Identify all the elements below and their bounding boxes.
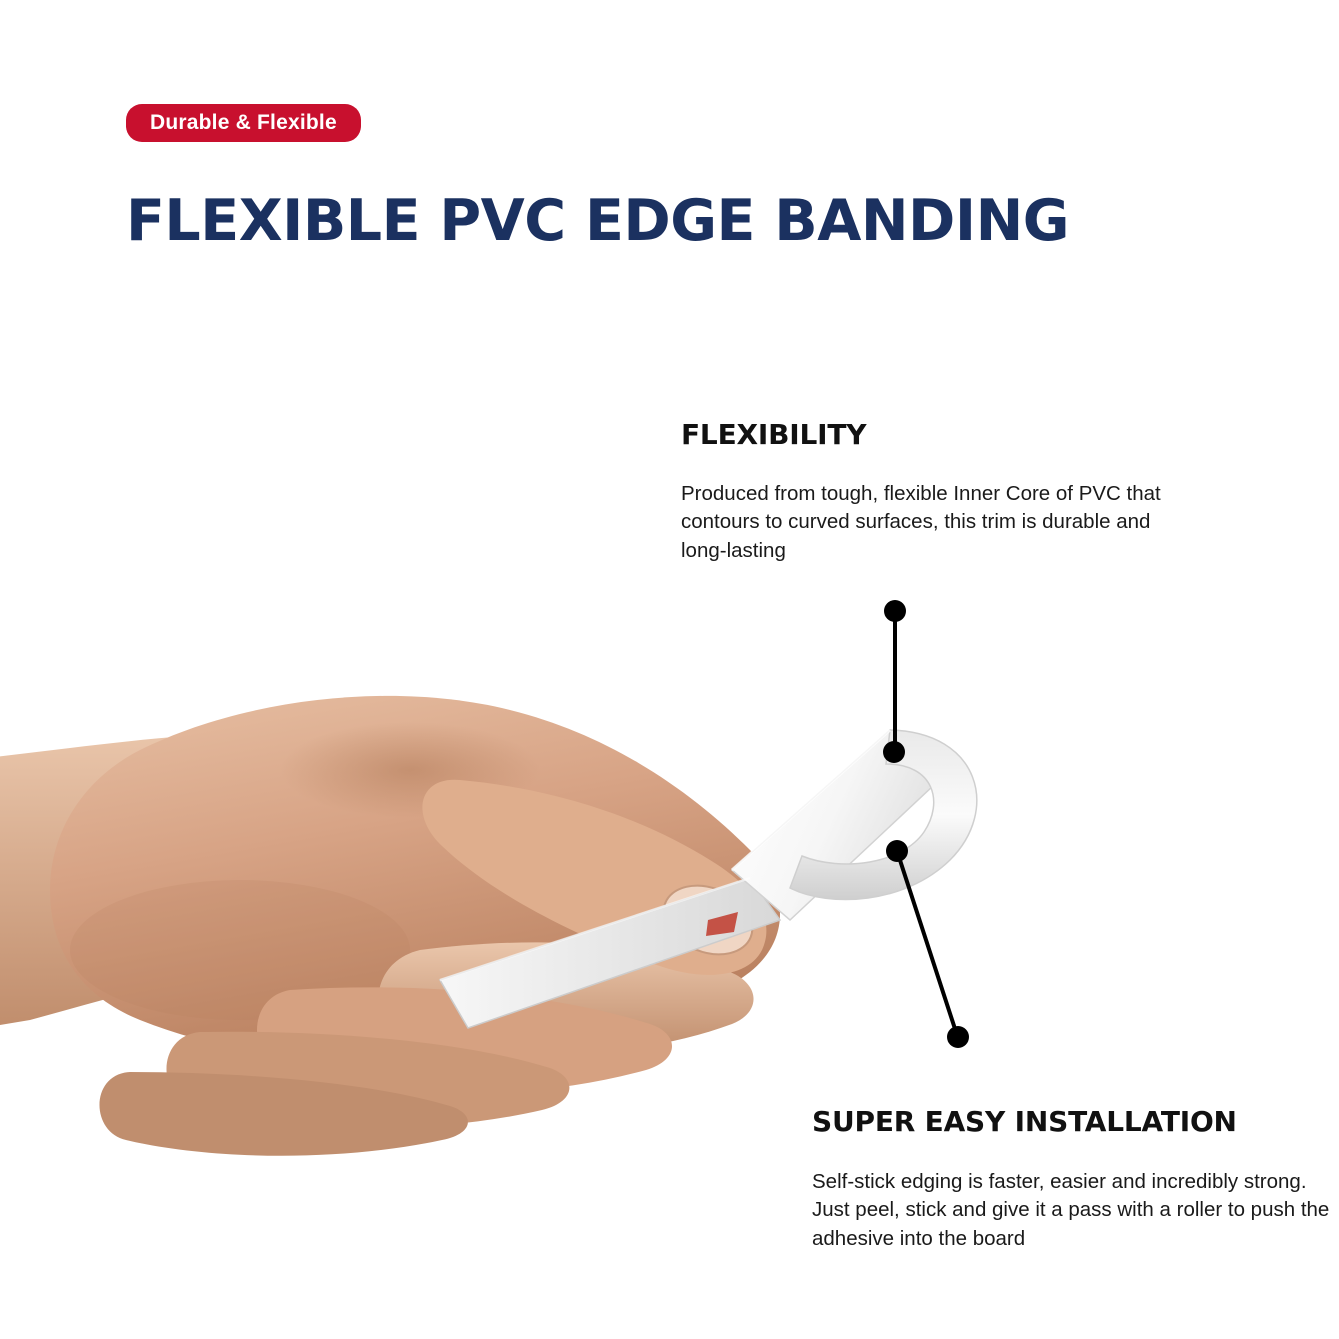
callout-body-flexibility: Produced from tough, flexible Inner Core of PVC that contours to curved surfaces, this trim is durable and long-lasting <box>681 482 1161 562</box>
callout-title-flexibility: FLEXIBILITY <box>681 418 867 451</box>
product-photo <box>0 620 1000 1160</box>
callout-title-installation: SUPER EASY INSTALLATION <box>812 1105 1237 1138</box>
leader-dot-top <box>884 600 906 622</box>
callout-body-installation: Self-stick edging is faster, easier and incredibly strong. Just peel, stick and give it a pass with a roller to push the adhesive into the board <box>812 1170 1330 1250</box>
status-badge: Durable & Flexible <box>126 104 361 142</box>
page-title: FLEXIBLE PVC EDGE BANDING <box>126 188 1070 255</box>
